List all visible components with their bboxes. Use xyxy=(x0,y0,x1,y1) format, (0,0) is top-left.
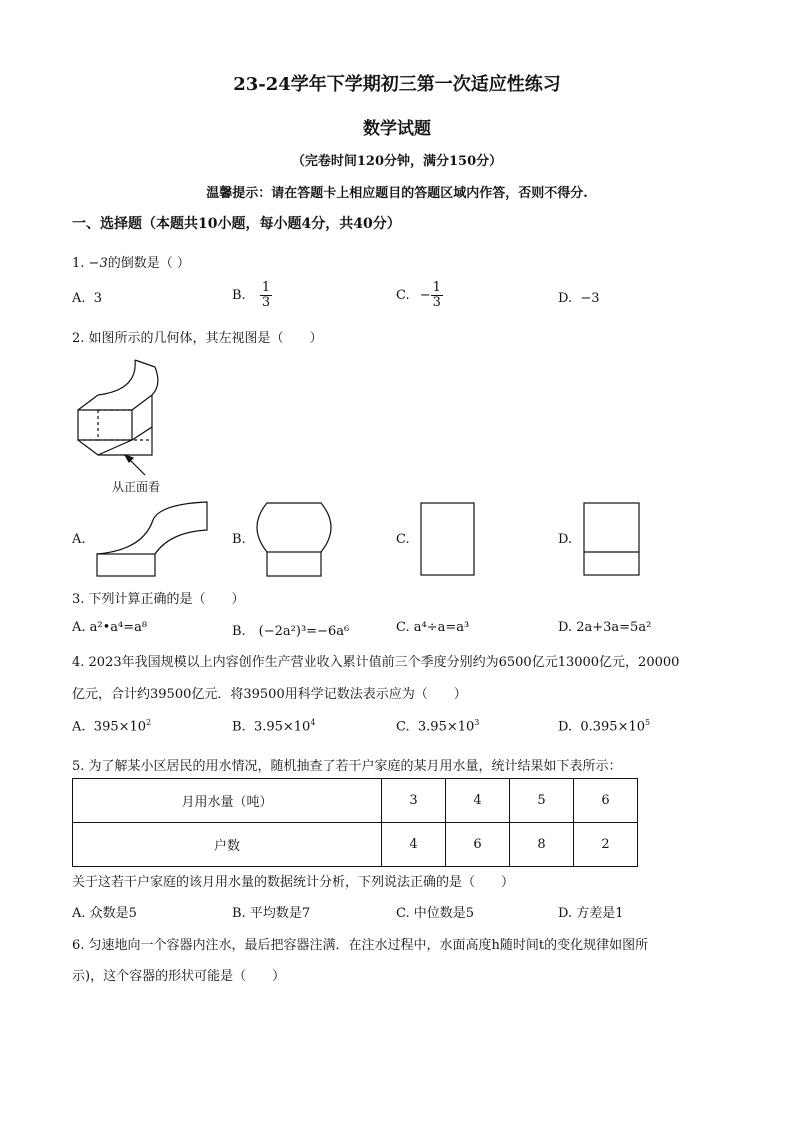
question-5: 5. 为了解某小区居民的用水情况，随机抽查了若干户家庭的某月用水量，统计结果如下表所示： xyxy=(72,759,622,774)
exam-tip: 温馨提示：请在答题卡上相应题目的答题区域内作答，否则不得分. xyxy=(206,186,588,201)
table-row xyxy=(73,779,638,823)
view-caption: 从正面看 xyxy=(112,480,161,494)
question-3: 3. 下列计算正确的是（ ） xyxy=(72,592,245,607)
q3-option-a[interactable]: A. a²•a⁴=a⁸ xyxy=(72,620,148,635)
subject-title: 数学试题 xyxy=(363,119,431,139)
option-label: D. xyxy=(558,719,573,735)
table-cell: 6 xyxy=(574,779,638,823)
option-exponent: 4 xyxy=(310,718,316,727)
q1-option-c[interactable] xyxy=(396,281,443,310)
question-6-line-2: 示)，这个容器的形状可能是（ ） xyxy=(72,969,286,984)
option-label: A. xyxy=(72,719,86,735)
table-header-cell: 月用水量（吨） xyxy=(73,779,382,823)
option-base: 0.395×10 xyxy=(580,719,646,735)
q4-option-d[interactable] xyxy=(558,718,650,734)
table-cell: 5 xyxy=(510,779,574,823)
option-base: 3.95×10 xyxy=(253,719,311,735)
table-cell: 4 xyxy=(382,823,446,867)
option-value: 3 xyxy=(93,291,103,306)
exam-title: 23-24学年下学期初三第一次适应性练习 xyxy=(233,74,561,95)
question-number: 1. xyxy=(72,256,85,271)
option-label: C. xyxy=(396,288,410,303)
section-heading: 一、选择题（本题共10小题，每小题4分，共40分） xyxy=(72,216,401,232)
option-label: B. xyxy=(232,288,246,303)
option-label: C. xyxy=(396,719,410,735)
question-1 xyxy=(72,252,190,271)
q5-option-a[interactable]: A. 众数是5 xyxy=(72,906,137,921)
option-a-view-icon xyxy=(95,500,210,580)
q1-option-d[interactable] xyxy=(558,291,600,306)
question-4-line-1: 4. 2023年我国规模以上内容创作生产营业收入累计值前三个季度分别约为6500亿元13000亿元，20000 xyxy=(72,655,680,670)
table-cell: 2 xyxy=(574,823,638,867)
q2-option-b-label[interactable]: B. xyxy=(232,532,246,547)
table-cell: 6 xyxy=(446,823,510,867)
q4-option-a[interactable] xyxy=(72,718,151,734)
q2-option-a-label[interactable]: A. xyxy=(72,532,86,547)
question-2: 2. 如图所示的几何体，其左视图是（ ） xyxy=(72,331,323,346)
option-exponent: 2 xyxy=(146,718,152,727)
q2-option-d-label[interactable]: D. xyxy=(558,532,573,547)
water-usage-table xyxy=(72,778,638,867)
option-d-view-icon xyxy=(583,502,641,578)
q2-option-c-label[interactable]: C. xyxy=(396,532,410,547)
question-6-line-1: 6. 匀速地向一个容器内注水，最后把容器注满．在注水过程中，水面高度h随时间t的变化规律如图所 xyxy=(72,938,649,953)
question-text: 的倒数是（ ） xyxy=(107,256,190,271)
q5-option-b[interactable]: B. 平均数是7 xyxy=(232,906,311,921)
table-row xyxy=(73,823,638,867)
q4-option-c[interactable] xyxy=(396,718,479,734)
table-cell: 3 xyxy=(382,779,446,823)
option-label: B. xyxy=(232,719,246,735)
table-cell: 8 xyxy=(510,823,574,867)
option-base: 395×10 xyxy=(93,719,147,735)
q4-option-b[interactable] xyxy=(232,718,315,734)
q3-option-b[interactable]: B. (−2a²)³=−6a⁶ xyxy=(232,624,350,639)
option-exponent: 3 xyxy=(474,718,480,727)
option-base: 3.95×10 xyxy=(417,719,475,735)
option-label: D. xyxy=(558,291,573,306)
option-exponent: 5 xyxy=(645,718,651,727)
geometry-solid-figure xyxy=(70,355,210,495)
table-header-cell: 户数 xyxy=(73,823,382,867)
fraction: $\frac{1}{3}$ xyxy=(432,280,441,310)
fraction: $\frac{1}{3}$ xyxy=(261,280,271,310)
minus-sign: − xyxy=(419,288,431,303)
q5-option-c[interactable]: C. 中位数是5 xyxy=(396,906,475,921)
time-note: （完卷时间120分钟，满分150分） xyxy=(291,154,503,169)
q3-option-d[interactable]: D. 2a+3a=5a² xyxy=(558,620,652,635)
q1-option-b[interactable] xyxy=(232,281,272,310)
q3-option-c[interactable]: C. a⁴÷a=a³ xyxy=(396,620,470,635)
q1-option-a[interactable] xyxy=(72,291,102,306)
question-5-prompt: 关于这若干户家庭的该月用水量的数据统计分析，下列说法正确的是（ ） xyxy=(72,875,515,890)
q5-option-d[interactable]: D. 方差是1 xyxy=(558,906,624,921)
option-label: A. xyxy=(72,291,86,306)
option-b-view-icon xyxy=(255,500,335,580)
option-c-view-icon xyxy=(420,502,476,578)
math-expression: −3 xyxy=(88,256,108,271)
table-cell: 4 xyxy=(446,779,510,823)
option-value: −3 xyxy=(580,291,600,306)
question-4-line-2: 亿元，合计约39500亿元．将39500用科学记数法表示应为（ ） xyxy=(72,687,467,702)
